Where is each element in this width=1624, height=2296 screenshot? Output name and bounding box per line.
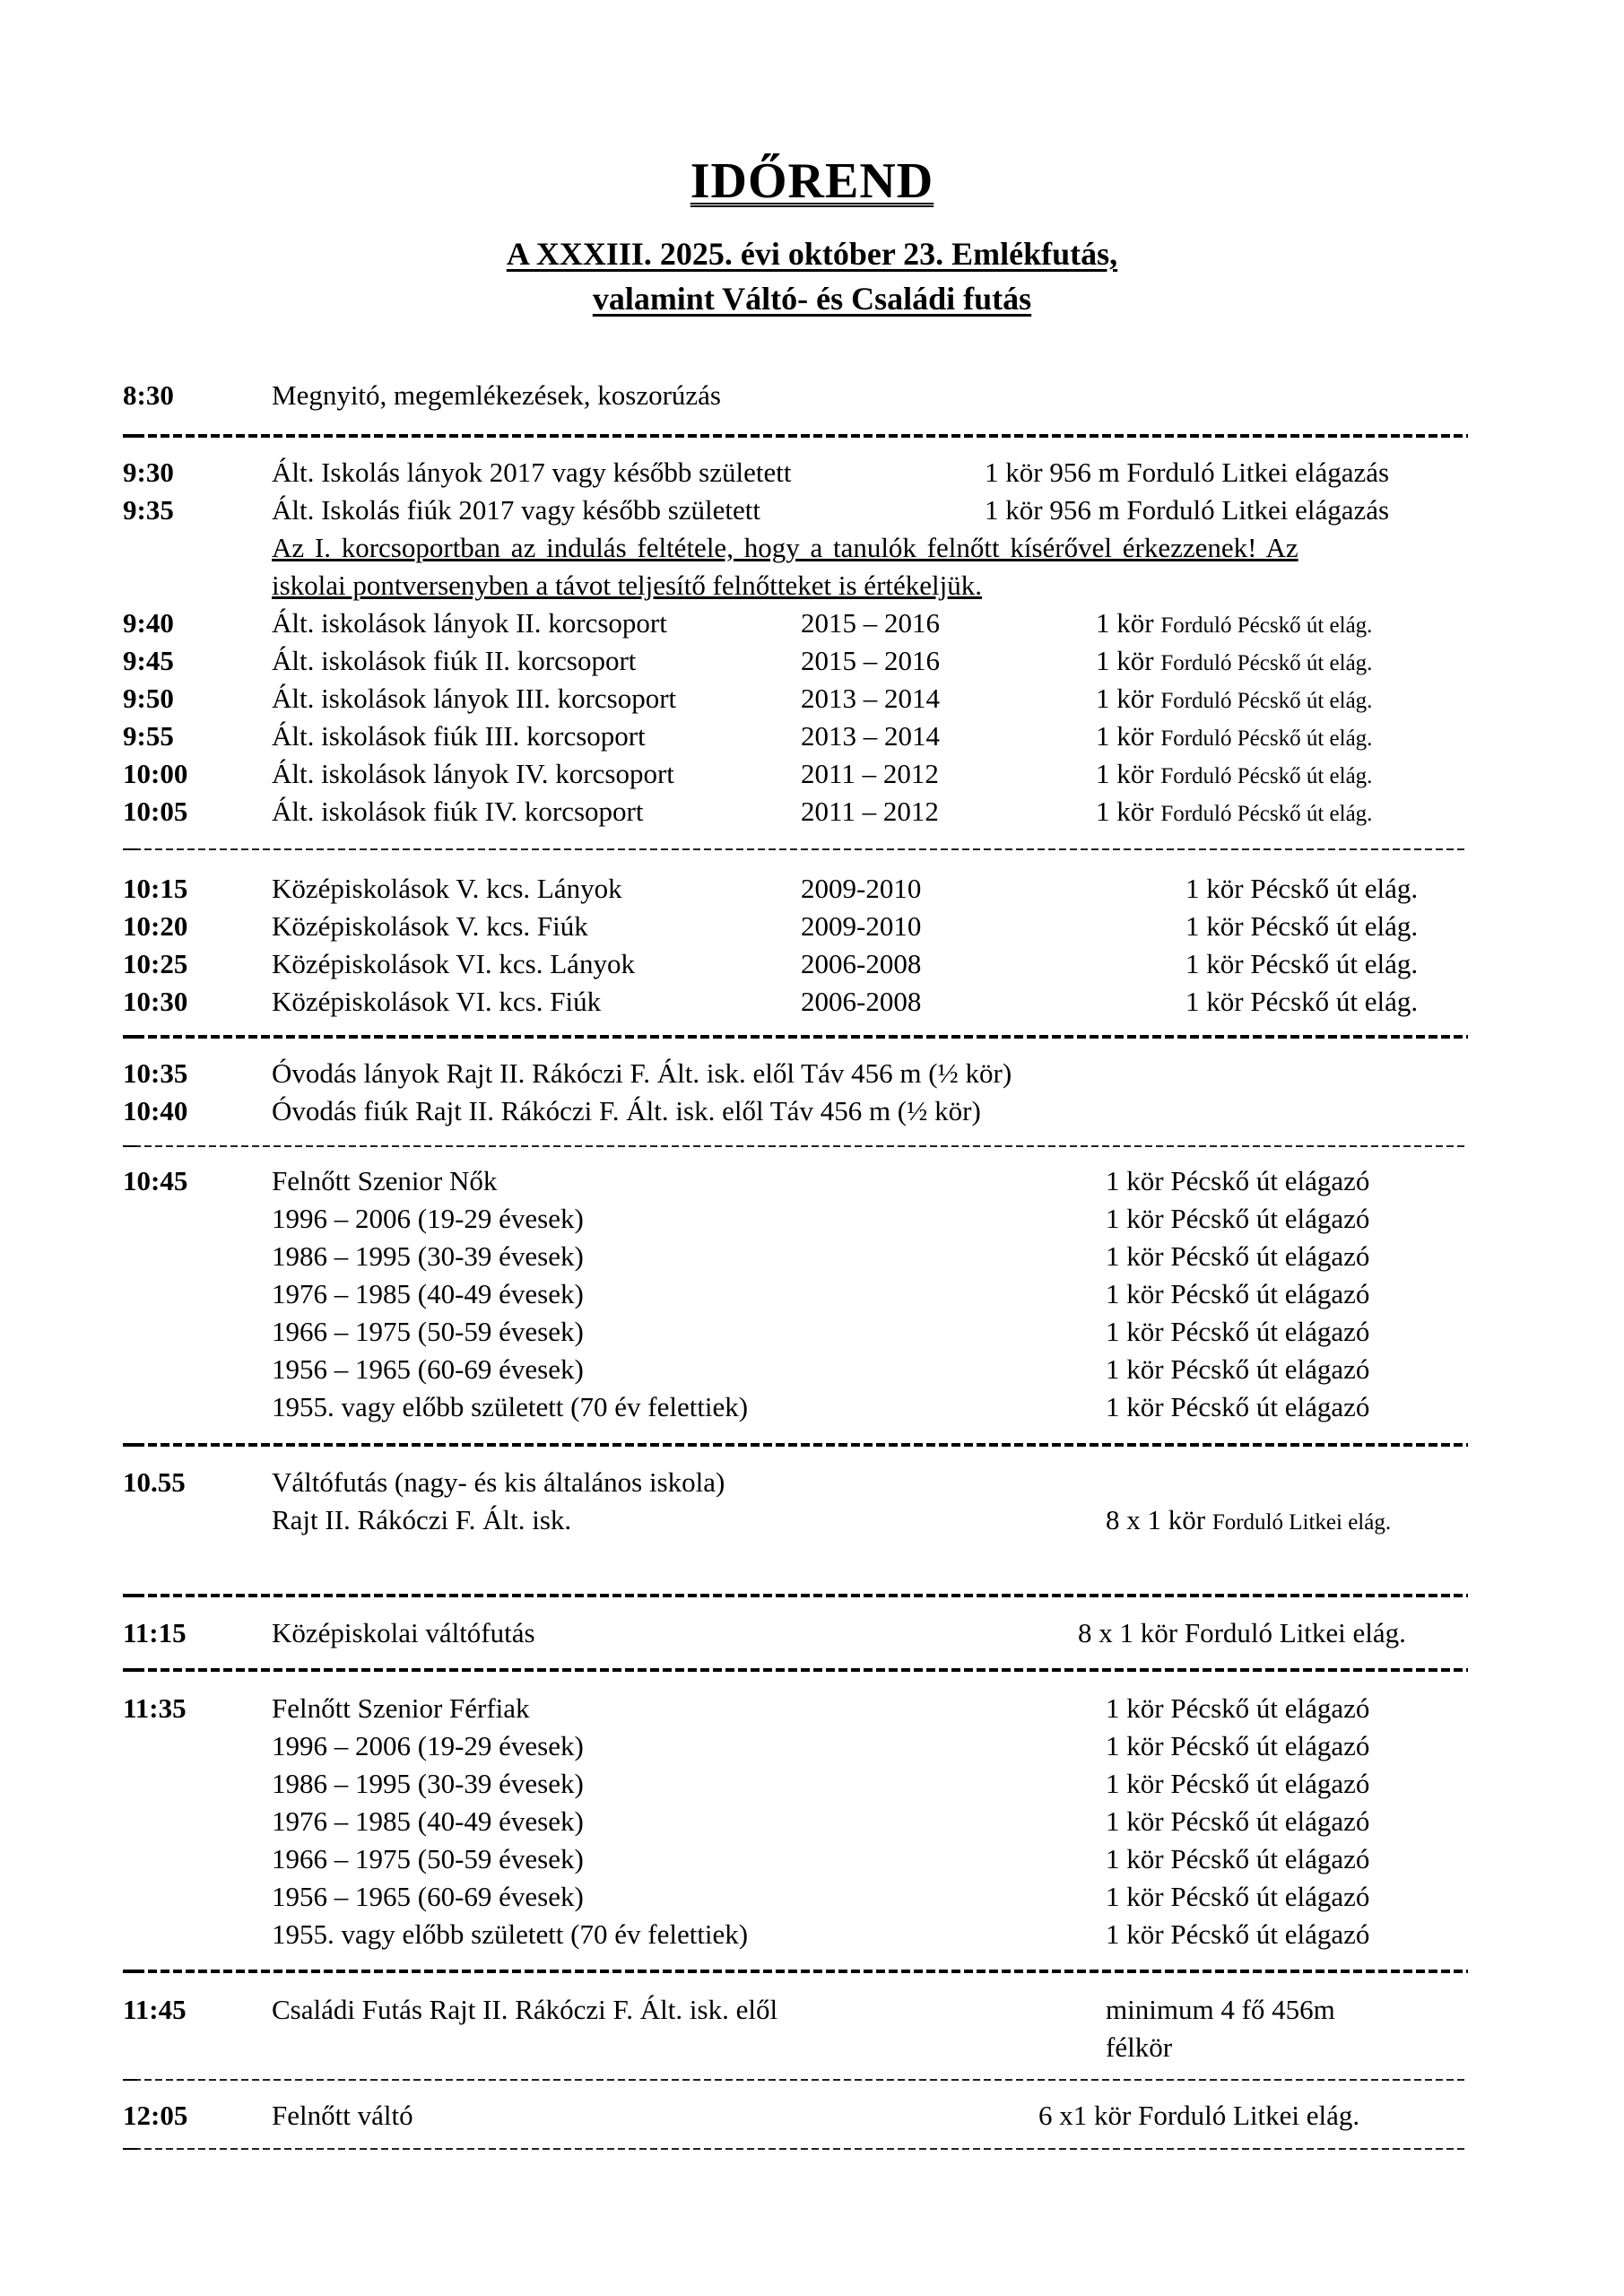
schedule-row [0, 983, 1624, 1021]
distance [1106, 1501, 1391, 1542]
time: 8:30 [123, 379, 174, 411]
distance: 1 kör Pécskő út elág. [1185, 910, 1419, 942]
subtitle-text-1: A XXXIII. 2025. évi október 23. Emlékfutás, [506, 236, 1118, 272]
time: 9:30 [123, 457, 174, 488]
birth-years: 2011 – 2012 [801, 758, 939, 789]
dashed-separator [123, 1970, 1468, 1973]
subtitle-line-2 [0, 280, 1624, 317]
subtitle-text-2: valamint Váltó- és Családi futás [592, 281, 1032, 317]
schedule-row [0, 1351, 1624, 1388]
distance: minimum 4 fő 456m [1106, 1994, 1335, 2025]
description: Ált. iskolások fiúk IV. korcsoport [272, 796, 644, 827]
time: 10:40 [123, 1095, 188, 1126]
time: 9:40 [123, 607, 174, 639]
description: Középiskolások V. kcs. Fiúk [272, 910, 588, 942]
distance: 1 kör Pécskő út elágazó [1106, 1730, 1370, 1761]
schedule-row [0, 491, 1624, 529]
schedule-row [0, 1464, 1624, 1501]
schedule-row [0, 755, 1624, 793]
distance: 1 kör Pécskő út elágazó [1106, 1203, 1370, 1234]
time: 9:35 [123, 494, 174, 526]
schedule-row [0, 718, 1624, 755]
schedule-row [0, 2097, 1624, 2135]
schedule-row-opening [0, 377, 1624, 414]
description: Ált. iskolások lányok II. korcsoport [272, 607, 667, 639]
distance-route: Forduló Pécskő út elág. [1160, 689, 1373, 713]
time: 9:45 [123, 645, 174, 676]
description: Ált. iskolások fiúk III. korcsoport [272, 720, 646, 752]
distance: 6 x1 kör Forduló Litkei elág. [1038, 2100, 1360, 2131]
dashed-separator [123, 1145, 1468, 1147]
time: 10:15 [123, 873, 188, 904]
description: 1976 – 1985 (40-49 évesek) [272, 1805, 584, 1837]
schedule-row [0, 604, 1624, 642]
birth-years: 2009-2010 [801, 910, 922, 942]
schedule-row [0, 1388, 1624, 1426]
distance-laps: 1 kör [1096, 720, 1154, 752]
description: Ált. iskolások lányok III. korcsoport [272, 683, 677, 714]
schedule-row [0, 870, 1624, 908]
schedule-row [0, 1916, 1624, 1953]
schedule-row [0, 1840, 1624, 1878]
description: 1956 – 1965 (60-69 évesek) [272, 1881, 584, 1912]
birth-years: 2011 – 2012 [801, 796, 939, 827]
distance: 1 kör Pécskő út elágazó [1106, 1805, 1370, 1837]
description: Felnőtt Szenior Férfiak [272, 1692, 530, 1724]
schedule-row [0, 1803, 1624, 1840]
description: 1966 – 1975 (50-59 évesek) [272, 1843, 584, 1874]
time: 10:35 [123, 1057, 188, 1089]
distance: 1 kör Pécskő út elágazó [1106, 1881, 1370, 1912]
schedule-row [0, 1238, 1624, 1275]
schedule-row [0, 1162, 1624, 1200]
distance [1096, 755, 1372, 796]
distance: 8 x 1 kör Forduló Litkei elág. [1078, 1617, 1406, 1648]
time: 11:45 [123, 1994, 187, 2025]
time: 10:45 [123, 1165, 188, 1196]
birth-years: 2009-2010 [801, 873, 922, 904]
description: 1986 – 1995 (30-39 évesek) [272, 1768, 584, 1799]
description: 1955. vagy előbb született (70 év felettiek) [272, 1918, 749, 1950]
description: Középiskolások VI. kcs. Fiúk [272, 986, 602, 1017]
description: Óvodás lányok Rajt II. Rákóczi F. Ált. isk. elől Táv 456 m (½ kör) [272, 1057, 1012, 1089]
dashed-separator [123, 1443, 1468, 1447]
description: Felnőtt Szenior Nők [272, 1165, 498, 1196]
description: 1955. vagy előbb született (70 év felettiek) [272, 1391, 749, 1422]
description: Középiskolások V. kcs. Lányok [272, 873, 622, 904]
birth-years: 2015 – 2016 [801, 607, 940, 639]
schedule-row [0, 1614, 1624, 1652]
birth-years: 2013 – 2014 [801, 720, 940, 752]
distance-route: Forduló Pécskő út elág. [1160, 726, 1373, 751]
age-group-note [272, 529, 1482, 604]
distance-laps: 1 kör [1096, 683, 1154, 714]
schedule-row [0, 642, 1624, 680]
time: 10:30 [123, 986, 188, 1017]
schedule-row [0, 680, 1624, 718]
description: Óvodás fiúk Rajt II. Rákóczi F. Ált. isk. elől Táv 456 m (½ kör) [272, 1095, 981, 1126]
distance-laps: 1 kör [1096, 645, 1154, 676]
birth-years: 2015 – 2016 [801, 645, 940, 676]
description: 1986 – 1995 (30-39 évesek) [272, 1240, 584, 1272]
dashed-separator [123, 1594, 1468, 1597]
time: 10:25 [123, 948, 188, 979]
description: 1956 – 1965 (60-69 évesek) [272, 1353, 584, 1385]
distance-route: Forduló Pécskő út elág. [1160, 802, 1373, 826]
note-line-2: iskolai pontversenyben a távot teljesítő felnőtteket is értékeljük. [272, 570, 982, 601]
distance-route: Forduló Pécskő út elág. [1160, 613, 1373, 638]
title-text: IDŐREND [690, 153, 934, 209]
distance: 1 kör Pécskő út elág. [1185, 948, 1419, 979]
schedule-row [0, 1765, 1624, 1803]
schedule-row [0, 454, 1624, 491]
time: 10:00 [123, 758, 188, 789]
distance: 1 kör Pécskő út elágazó [1106, 1240, 1370, 1272]
distance-laps: 1 kör [1096, 607, 1154, 639]
description: Ált. Iskolás fiúk 2017 vagy később született [272, 494, 760, 526]
distance-laps: 1 kör [1096, 796, 1154, 827]
distance: 1 kör Pécskő út elágazó [1106, 1278, 1370, 1309]
time: 10.55 [123, 1466, 186, 1498]
distance [1096, 642, 1372, 683]
distance [1096, 793, 1372, 833]
schedule-row [0, 1991, 1624, 2029]
description: 1996 – 2006 (19-29 évesek) [272, 1203, 584, 1234]
description: Megnyitó, megemlékezések, koszorúzás [272, 379, 721, 411]
distance: 1 kör Pécskő út elágazó [1106, 1316, 1370, 1347]
dashed-separator [123, 848, 1468, 850]
schedule-row [0, 1200, 1624, 1238]
schedule-row [0, 1092, 1624, 1130]
distance-route: Forduló Pécskő út elág. [1160, 764, 1373, 788]
time: 10:05 [123, 796, 188, 827]
description: Ált. iskolások fiúk II. korcsoport [272, 645, 637, 676]
distance: 1 kör Pécskő út elágazó [1106, 1692, 1370, 1724]
schedule-row [0, 1878, 1624, 1916]
distance [1096, 680, 1372, 720]
schedule-row [0, 1275, 1624, 1313]
distance-laps: 8 x 1 kör [1106, 1504, 1206, 1535]
birth-years: 2006-2008 [801, 948, 922, 979]
schedule-row [0, 1727, 1624, 1765]
schedule-row [0, 793, 1624, 831]
distance-laps: 1 kör [1096, 758, 1154, 789]
schedule-row [0, 1313, 1624, 1351]
time: 12:05 [123, 2100, 188, 2131]
note-line-1: Az I. korcsoportban az indulás feltétele, hogy a tanulók felnőtt kísérővel érkezzenek! Az [272, 532, 1298, 563]
description: Középiskolások VI. kcs. Lányok [272, 948, 635, 979]
distance: 1 kör Pécskő út elágazó [1106, 1918, 1370, 1950]
distance [1096, 604, 1372, 645]
time: 11:35 [123, 1692, 187, 1724]
schedule-row [0, 908, 1624, 945]
birth-years: 2006-2008 [801, 986, 922, 1017]
distance: 1 kör Pécskő út elág. [1185, 986, 1419, 1017]
birth-years: 2013 – 2014 [801, 683, 940, 714]
schedule-row [0, 2029, 1624, 2066]
description: Középiskolai váltófutás [272, 1617, 535, 1648]
dashed-separator [123, 434, 1468, 438]
page-title [0, 152, 1624, 210]
description: 1966 – 1975 (50-59 évesek) [272, 1316, 584, 1347]
distance: 1 kör Pécskő út elágazó [1106, 1165, 1370, 1196]
distance: 1 kör 956 m Forduló Litkei elágazás [985, 494, 1390, 526]
description: 1976 – 1985 (40-49 évesek) [272, 1278, 584, 1309]
distance: 1 kör Pécskő út elágazó [1106, 1391, 1370, 1422]
time: 9:55 [123, 720, 174, 752]
time: 9:50 [123, 683, 174, 714]
distance: 1 kör Pécskő út elágazó [1106, 1353, 1370, 1385]
distance: 1 kör Pécskő út elágazó [1106, 1843, 1370, 1874]
time: 11:15 [123, 1617, 187, 1648]
dashed-separator [123, 1035, 1468, 1039]
description: Ált. Iskolás lányok 2017 vagy később született [272, 457, 792, 488]
distance: 1 kör Pécskő út elág. [1185, 873, 1419, 904]
dashed-separator [123, 1668, 1468, 1672]
distance: 1 kör Pécskő út elágazó [1106, 1768, 1370, 1799]
schedule-row [0, 1055, 1624, 1092]
dashed-separator [123, 2148, 1468, 2150]
distance-continued: félkör [1106, 2031, 1173, 2063]
dashed-separator [123, 2079, 1468, 2081]
distance: 1 kör 956 m Forduló Litkei elágazás [985, 457, 1390, 488]
description: Családi Futás Rajt II. Rákóczi F. Ált. isk. elől [272, 1994, 778, 2025]
description: 1996 – 2006 (19-29 évesek) [272, 1730, 584, 1761]
schedule-row [0, 1501, 1624, 1539]
description: Felnőtt váltó [272, 2100, 413, 2131]
time: 10:20 [123, 910, 188, 942]
distance-route: Forduló Pécskő út elág. [1160, 651, 1373, 675]
schedule-row [0, 945, 1624, 983]
distance-route: Forduló Litkei elág. [1211, 1510, 1392, 1535]
subtitle-line-1 [0, 235, 1624, 273]
schedule-row [0, 1690, 1624, 1727]
distance [1096, 718, 1372, 758]
description: Ált. iskolások lányok IV. korcsoport [272, 758, 674, 789]
description: Rajt II. Rákóczi F. Ált. isk. [272, 1504, 572, 1535]
description: Váltófutás (nagy- és kis általános iskola) [272, 1466, 725, 1498]
